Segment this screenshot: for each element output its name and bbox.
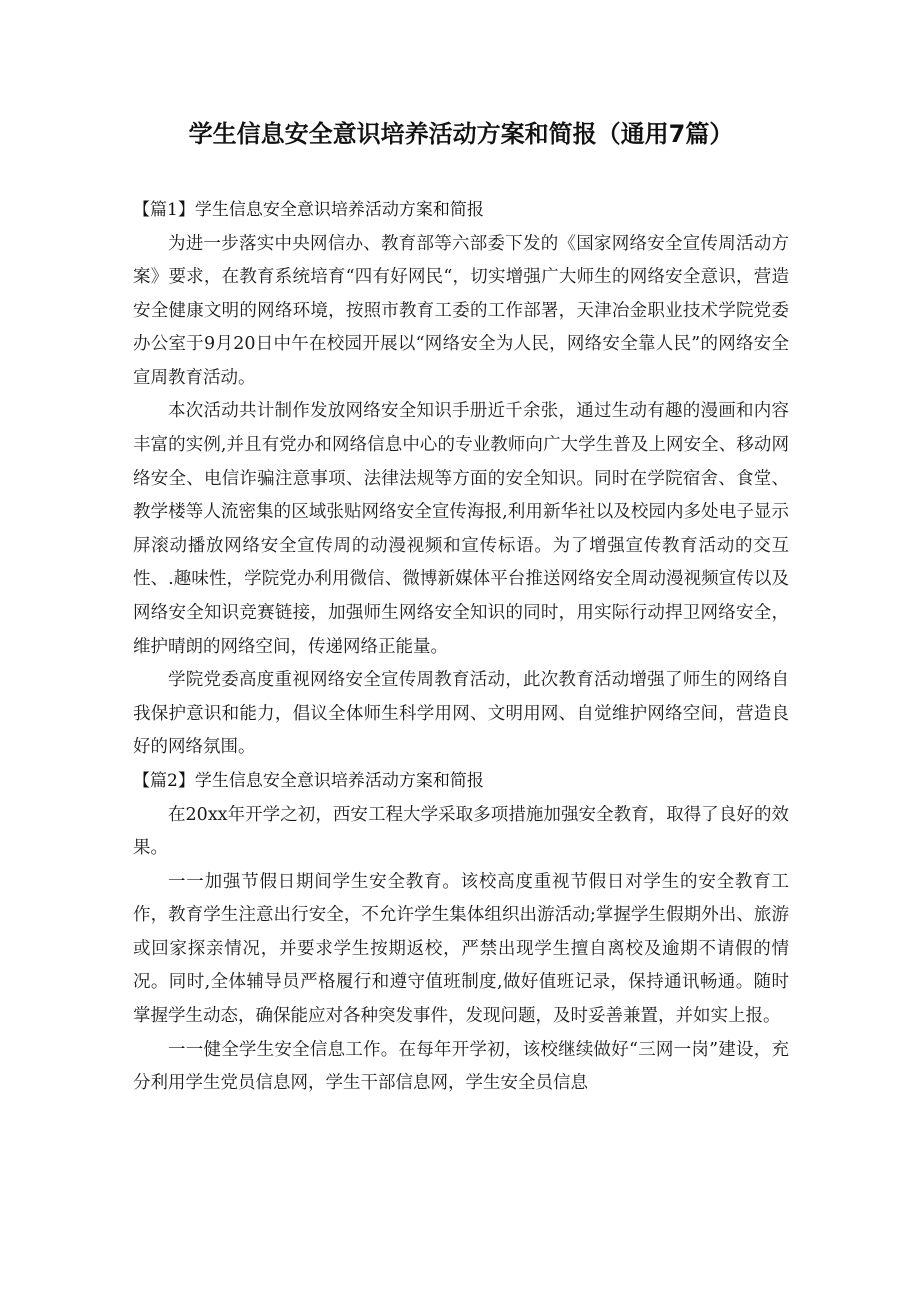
section-heading: 【篇2】学生信息安全意识培养活动方案和简报 bbox=[133, 771, 484, 791]
document-title: 学生信息安全意识培养活动方案和简报（通用7篇） bbox=[188, 120, 734, 148]
paragraph: 在20xx年开学之初，西安工程大学采取多项措施加强安全教育，取得了良好的效果。 bbox=[133, 804, 789, 859]
document-page bbox=[133, 112, 789, 1101]
paragraph: 一一加强节假日期间学生安全教育。该校高度重视节假日对学生的安全教育工作，教育学生注意出行安全，不允许学生集体组织出游活动;掌握学生假期外出、旅游或回家探亲情况，并要求学生按期返校，严禁出现学生擅自离校及逾期不请假的情况。同时,全体辅导员严格履行和遵守值班制度,做好值班记录，保持通讯畅通。随时掌握学生动态，确保能应对各种突发事件，发现问题，及时妥善兼置，并如实上报。 bbox=[133, 871, 789, 1027]
section-2 bbox=[133, 765, 789, 1101]
section-heading: 【篇1】学生信息安全意识培养活动方案和简报 bbox=[133, 200, 484, 220]
paragraph: 为进一步落实中央网信办、教育部等六部委下发的《国家网络安全宣传周活动方案》要求，在教育系统培育“四有好网民“，切实增强广大师生的网络安全意识，营造安全健康文明的网络环境，按照市教育工委的工作部署，天津冶金职业技术学院党委办公室于9月20日中午在校园开展以“网络安全为人民，网络安全靠人民”的网络安全宣周教育活动。 bbox=[133, 233, 789, 388]
paragraph: 一一健全学生安全信息工作。在每年开学初，该校继续做好“三网一岗”建设，充分利用学生党员信息网，学生干部信息网，学生安全员信息 bbox=[133, 1039, 789, 1094]
section-1 bbox=[133, 194, 789, 765]
paragraph: 本次活动共计制作发放网络安全知识手册近千余张，通过生动有趣的漫画和内容丰富的实例,并且有党办和网络信息中心的专业教师向广大学生普及上网安全、移动网络安全、电信诈骗注意事项、法律法规等方面的安全知识。同时在学院宿舍、食堂、教学楼等人流密集的区域张贴网络安全宣传海报,利用新华社以及校园内多处电子显示屏滚动播放网络安全宣传周的动漫视频和宣传标语。为了增强宣传教育活动的交互性、.趣味性，学院党办利用微信、微博新媒体平台推送网络安全周动漫视频宣传以及网络安全知识竞赛链接，加强师生网络安全知识的同时，用实际行动捍卫网络安全，维护晴朗的网络空间，传递网络正能量。 bbox=[133, 401, 789, 657]
paragraph: 学院党委高度重视网络安全宣传周教育活动，此次教育活动增强了师生的网络自我保护意识和能力，倡议全体师生科学用网、文明用网、自觉维护网络空间，营造良好的网络氛围。 bbox=[133, 670, 789, 758]
